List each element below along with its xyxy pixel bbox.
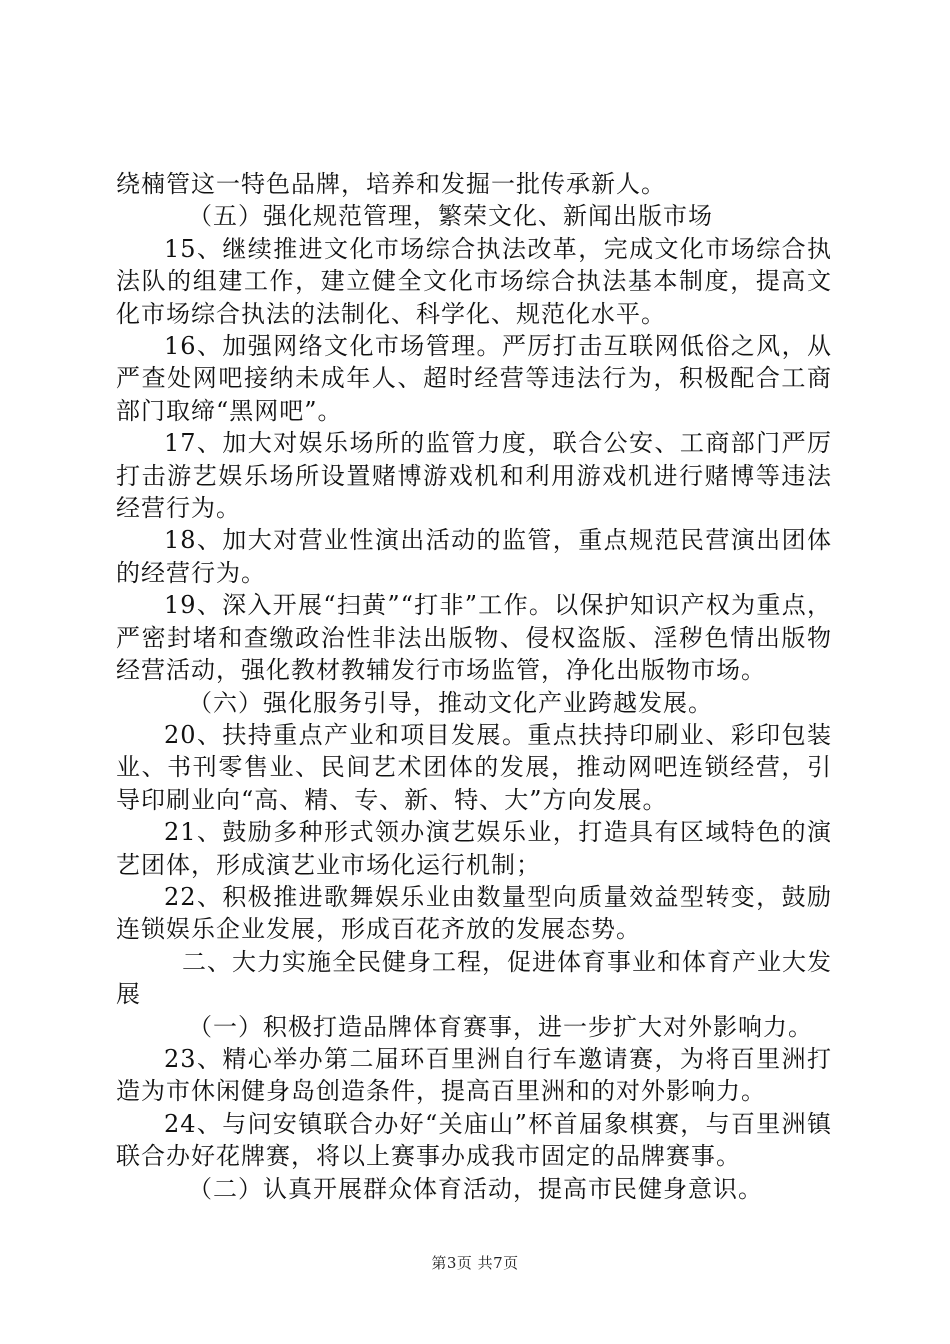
paragraph-item-20: 20、扶持重点产业和项目发展。重点扶持印刷业、彩印包装业、书刊零售业、民间艺术团体的发展，推动网吧连锁经营，引导印刷业向“高、精、专、新、特、大”方向发展。 — [116, 720, 832, 814]
section-heading-2: （二）认真开展群众体育活动，提高市民健身意识。 — [188, 1174, 763, 1203]
paragraph-item-16: 16、加强网络文化市场管理。严厉打击互联网低俗之风，从严查处网吧接纳未成年人、超时经营等违法行为，积极配合工商部门取缔“黑网吧”。 — [116, 332, 832, 425]
page-number-footer: 第3页 共7页 — [431, 1254, 519, 1272]
section-heading-6: （六）强化服务引导，推动文化产业跨越发展。 — [188, 688, 713, 717]
paragraph-item-18: 18、加大对营业性演出活动的监管，重点规范民营演出团体的经营行为。 — [116, 526, 832, 587]
section-heading-1: （一）积极打造品牌体育赛事，进一步扩大对外影响力。 — [188, 1012, 813, 1041]
paragraph-item-17: 17、加大对娱乐场所的监管力度，联合公安、工商部门严厉打击游艺娱乐场所设置赌博游戏机和利用游戏机进行赌博等违法经营行为。 — [116, 429, 832, 523]
paragraph-item-15: 15、继续推进文化市场综合执法改革，完成文化市场综合执法队的组建工作，建立健全文化市场综合执法基本制度，提高文化市场综合执法的法制化、科学化、规范化水平。 — [116, 234, 832, 328]
section-heading-5: （五）强化规范管理，繁荣文化、新闻出版市场 — [188, 202, 713, 231]
document-body — [116, 168, 832, 1205]
paragraph-item-21: 21、鼓励多种形式领办演艺娱乐业，打造具有区域特色的演艺团体，形成演艺业市场化运行机制； — [116, 818, 832, 879]
paragraph-item-23: 23、精心举办第二届环百里洲自行车邀请赛，为将百里洲打造为市休闲健身岛创造条件，提高百里洲和的对外影响力。 — [116, 1044, 832, 1106]
paragraph-item-24: 24、与问安镇联合办好“关庙山”杯首届象棋赛，与百里洲镇联合办好花牌赛，将以上赛事办成我市固定的品牌赛事。 — [116, 1109, 832, 1171]
paragraph-continuation: 绕楠管这一特色品牌，培养和发掘一批传承新人。 — [116, 170, 666, 198]
chapter-heading-2: 二、大力实施全民健身工程，促进体育事业和体育产业大发展 — [116, 947, 832, 1009]
paragraph-item-19: 19、深入开展“扫黄”“打非”工作。以保护知识产权为重点，严密封堵和查缴政治性非法出版物、侵权盗版、淫秽色情出版物经营活动，强化教材教辅发行市场监管，净化出版物市场。 — [116, 591, 832, 685]
paragraph-item-22: 22、积极推进歌舞娱乐业由数量型向质量效益型转变，鼓励连锁娱乐企业发展，形成百花齐放的发展态势。 — [116, 882, 832, 944]
